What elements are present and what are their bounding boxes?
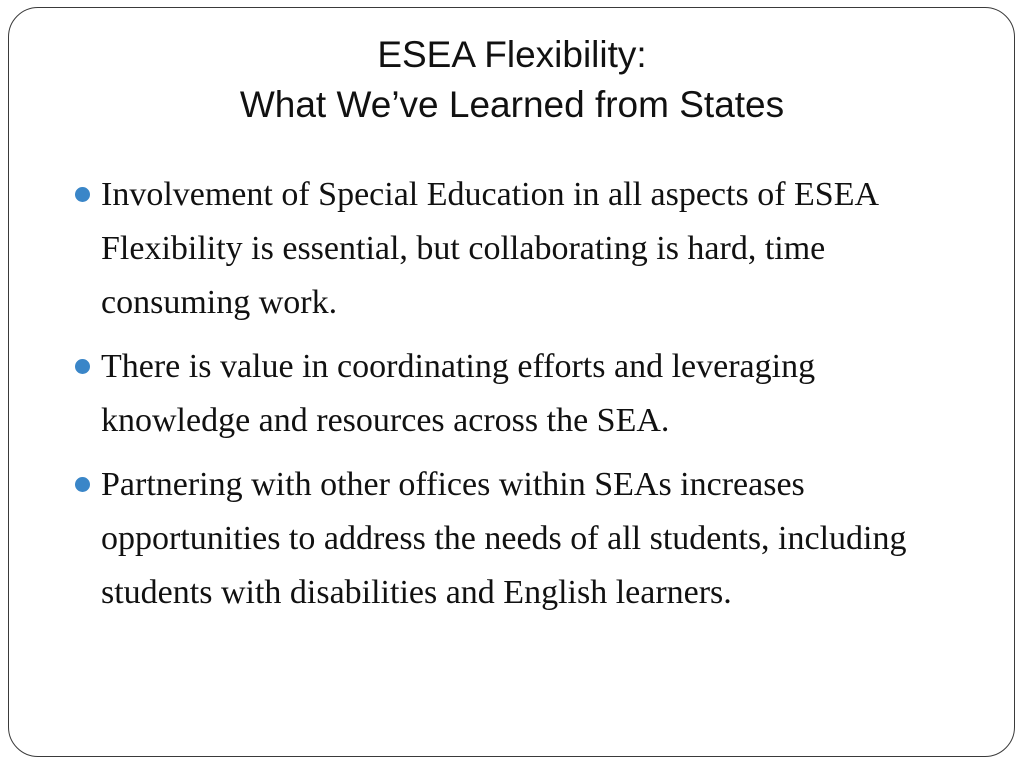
bullet-item	[72, 168, 972, 330]
bullet-item	[72, 340, 972, 448]
bullet-text: Involvement of Special Education in all aspects of ESEA Flexibility is essential, but collaborating is hard, time consuming work.	[101, 176, 878, 321]
slide-title-line-2: What We’ve Learned from States	[239, 84, 785, 125]
bullet-dot-icon	[75, 359, 90, 374]
bullet-text: There is value in coordinating efforts and leveraging knowledge and resources across the SEA.	[101, 348, 816, 439]
bullet-item	[72, 458, 972, 620]
slide-title	[0, 30, 1024, 130]
slide-title-line-1: ESEA Flexibility:	[377, 34, 647, 75]
bullet-dot-icon	[75, 187, 90, 202]
bullet-list	[72, 168, 972, 630]
bullet-dot-icon	[75, 477, 90, 492]
bullet-text: Partnering with other offices within SEAs increases opportunities to address the needs of all students, including students with disabilities and English learners.	[101, 466, 907, 611]
